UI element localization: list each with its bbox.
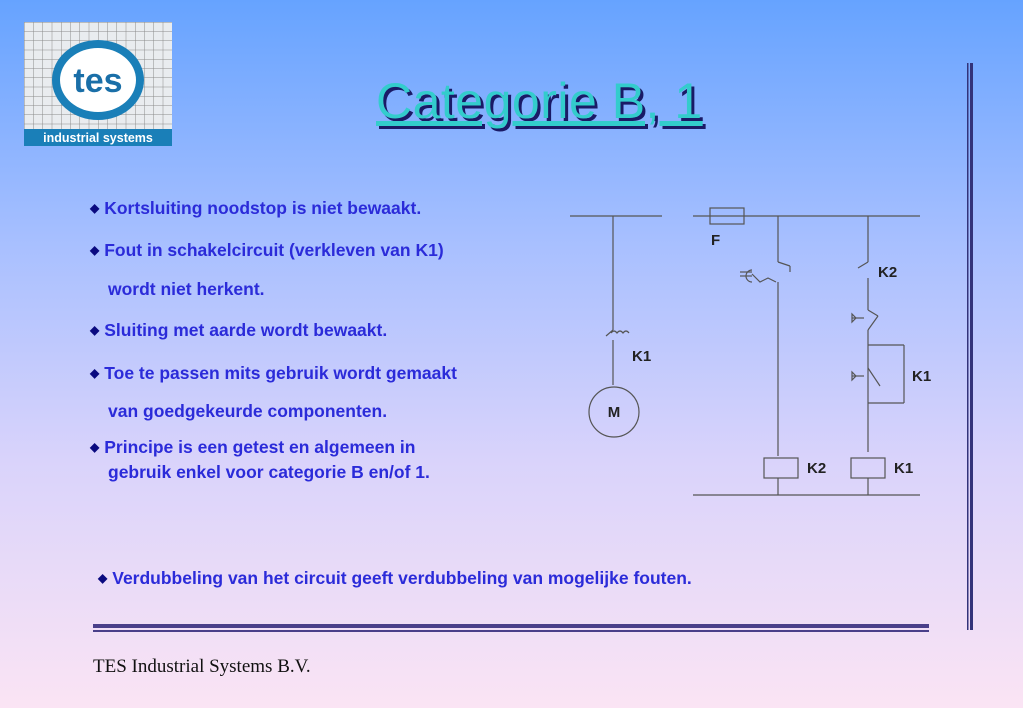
k2-contact-label: K2 — [878, 264, 898, 281]
tes-logo — [24, 22, 172, 146]
bullet-5 — [90, 437, 415, 459]
bullet-2 — [90, 240, 444, 262]
bullet-5-continuation: gebruik enkel voor categorie B en/of 1. — [108, 462, 430, 482]
diamond-bullet-icon: ◆ — [90, 201, 100, 215]
diamond-bullet-icon: ◆ — [90, 243, 100, 257]
fuse-label: F — [711, 232, 721, 249]
horizontal-rule — [93, 624, 929, 634]
diamond-bullet-icon: ◆ — [90, 440, 100, 454]
k1-motor-coil-symbol — [611, 331, 629, 333]
bullet-text: Sluiting met aarde wordt bewaakt. — [104, 320, 388, 340]
bullet-4-continuation: van goedgekeurde componenten. — [108, 401, 388, 421]
circuit-diagram — [560, 195, 940, 515]
motor-label: M — [607, 404, 621, 421]
bottom-bullet — [98, 568, 692, 590]
k1-motor-contact — [606, 330, 613, 336]
k2-coil-label: K2 — [807, 460, 827, 477]
diamond-bullet-icon: ◆ — [98, 571, 108, 585]
k1-contact-label: K1 — [912, 368, 932, 385]
diamond-bullet-icon: ◆ — [90, 323, 100, 337]
bullet-3 — [90, 320, 387, 342]
vertical-rule — [967, 63, 973, 630]
bullet-text: Verdubbeling van het circuit geeft verdubbeling van mogelijke fouten. — [112, 568, 692, 588]
k1-coil-label: K1 — [894, 460, 914, 477]
k2-contact — [858, 262, 868, 268]
bullet-4 — [90, 363, 457, 385]
bullet-text: Fout in schakelcircuit (verkleven van K1) — [104, 240, 444, 260]
bullet-1 — [90, 198, 421, 220]
bullet-text: Kortsluiting noodstop is niet bewaakt. — [104, 198, 422, 218]
k1-hold-contact — [868, 368, 880, 386]
page-title: Categorie B, 1 — [376, 73, 703, 129]
diamond-bullet-icon: ◆ — [90, 366, 100, 380]
bullet-text: Toe te passen mits gebruik wordt gemaakt — [104, 363, 457, 383]
k2-coil — [764, 458, 798, 478]
bullet-text: Principe is een getest en algemeen in — [104, 437, 416, 457]
logo-tagline: industrial systems — [43, 131, 153, 145]
footer-company: TES Industrial Systems B.V. — [93, 656, 311, 677]
bullet-2-continuation: wordt niet herkent. — [108, 279, 265, 299]
k1-coil — [851, 458, 885, 478]
logo-mark: tes — [73, 62, 123, 100]
k1-motor-label: K1 — [632, 348, 652, 365]
